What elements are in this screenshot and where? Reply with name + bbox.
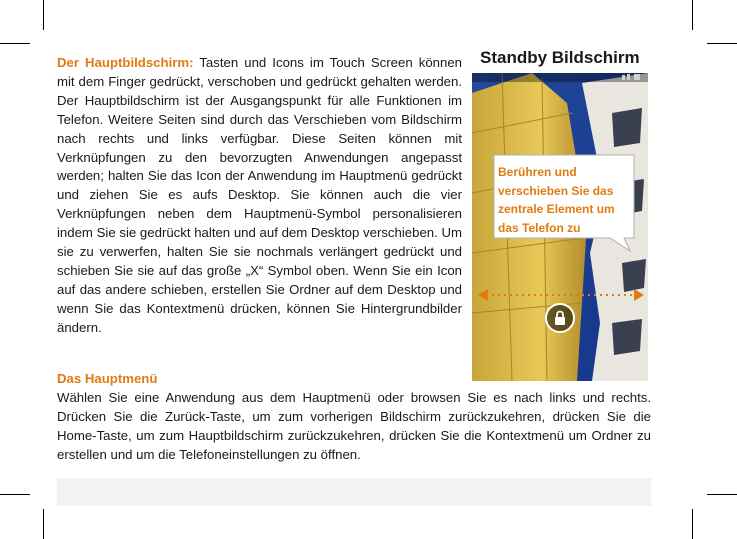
crop-mark xyxy=(692,509,693,539)
crop-mark xyxy=(0,494,30,495)
paragraph-label: Der Hauptbildschirm: xyxy=(57,55,194,70)
main-paragraph xyxy=(57,54,462,338)
crop-mark xyxy=(707,494,737,495)
figure-title: Standby Bildschirm xyxy=(480,48,640,67)
section-paragraph: Wählen Sie eine Anwendung aus dem Hauptmenü oder browsen Sie es nach links und rechts. Drücken Sie die Zurück-Taste, um zum vorherigen Bildschirm zurückzukehren, drücken Sie die Home-Taste, um zum Hauptbildschirm zurückzukehren, drücken Sie die Kontextmenü um Ordner zu erstellen und um die Telefoneinstellungen zu öffnen. xyxy=(57,390,651,462)
crop-mark xyxy=(0,43,30,44)
crop-mark xyxy=(707,43,737,44)
crop-mark xyxy=(43,0,44,30)
crop-mark xyxy=(43,509,44,539)
crop-mark xyxy=(692,0,693,30)
paragraph-text: Tasten und Icons im Touch Screen können mit dem Finger gedrückt, verschoben und gedrückt gehalten werden. Der Hauptbildschirm ist der Ausgangspunkt für alle Funktionen im Telefon. Weitere Seiten sind durch das Verschieben vom Bildschirm nach rechts und links verfügbar. Diese Seiten können mit Verknüpfungen zu den bevorzugten Anwendungen angepasst werden; halten Sie das Icon der Anwendung im Hauptmenü gedrückt und ziehen Sie es aufs Desktop. Sie können auch die vier Verknüpfungen neben dem Hauptmenü-Symbol personalisieren indem Sie sie gedrückt halten und auf dem Desktop verschieben. Um sie zu verwerfen, halten Sie sie nochmals verlängert gedrückt und schieben Sie sie auf das große „X“ Symbol oben. Wenn Sie ein Icon auf das andere schieben, erstellen Sie Ordner auf dem Desktop und wenn Sie das Kontextmenü drücken, können Sie Hintergrundbilder ändern. xyxy=(57,55,463,335)
lock-icon[interactable] xyxy=(545,303,575,333)
section-title: Das Hauptmenü xyxy=(57,371,158,386)
footer-band xyxy=(57,478,651,506)
callout-text: Berühren und verschieben Sie das zentrale Element um das Telefon zu xyxy=(498,165,615,235)
